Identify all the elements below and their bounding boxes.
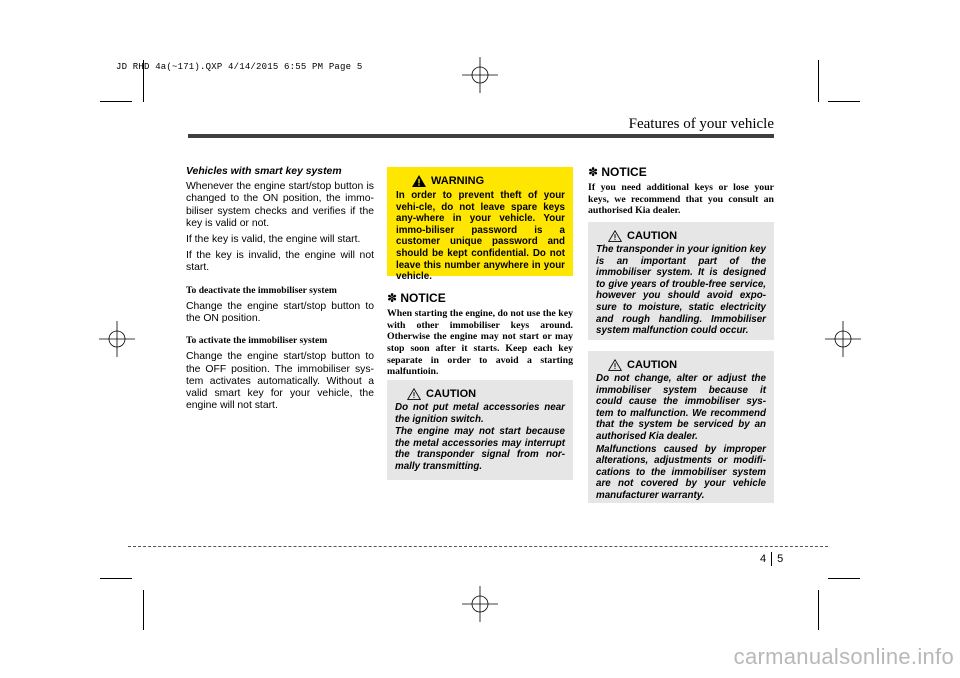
notice-title: ✽ NOTICE (387, 291, 446, 305)
middle-notice (387, 292, 573, 382)
header-rule (188, 134, 774, 138)
warning-title: WARNING (431, 175, 485, 187)
caution-box-ignition (387, 380, 573, 480)
paragraph: If the key is valid, the engine will start. (186, 234, 361, 246)
caution-heading (608, 230, 766, 242)
caution-triangle-icon (608, 359, 622, 371)
caution-title: CAUTION (426, 388, 477, 400)
caution-heading (608, 359, 766, 371)
paragraph: Whenever the engine start/stop button is changed to the ON position, the immo-biliser system checks and verifies if the key is valid or not. (186, 181, 374, 229)
notice-title: ✽ NOTICE (588, 165, 647, 179)
caution-line: Do not change, alter or adjust the immobiliser system because it could cause the immobiliser sys-tem to malfunction. We recommend that the system be serviced by an authorised Kia dealer. (596, 373, 766, 442)
left-column (186, 166, 374, 416)
notice-text: When starting the engine, do not use the key with other immobiliser keys around. Otherwise the engine may not start or may stop soon after it starts. Keep each key separate in order to avoid a starting malfuntioin. (387, 308, 573, 378)
footer-rule (128, 546, 828, 547)
chapter-number: 4 (760, 552, 767, 565)
caution-heading (407, 388, 565, 400)
warning-text: In order to prevent theft of your vehi-cle, do not leave spare keys any-where in your vehicle. Your immo-biliser password is a customer unique password and should be kept confidential. Do not leave this number anywhere in your vehicle. (396, 190, 565, 283)
page-number-value: 5 (777, 552, 784, 565)
deactivate-heading: To deactivate the immobiliser system (186, 284, 337, 296)
activate-text: Change the engine start/stop button to the OFF position. The immobiliser sys-tem activates automatically. Without a valid smart key for your vehicle, the engine will not start. (186, 351, 374, 412)
caution-line: The engine may not start because the metal accessories may interrupt the transponder signal from nor-mally transmitting. (395, 426, 565, 472)
right-notice (588, 166, 774, 221)
warning-triangle-icon (412, 175, 426, 187)
caution-line: The transponder in your ignition key is an important part of the immobiliser system. It is designed to give years of trouble-free service, however you should avoid expo-sure to moisture, static electricity and rough handling. Immobiliser system malfunction could occur. (596, 244, 766, 337)
print-slug: JD RHD 4a(~171).QXP 4/14/2015 6:55 PM Page 5 (116, 62, 363, 72)
page-header-title: Features of your vehicle (628, 116, 774, 132)
activate-heading: To activate the immobiliser system (186, 335, 328, 347)
caution-title: CAUTION (627, 230, 678, 242)
caution-triangle-icon (608, 230, 622, 242)
notice-text: If you need additional keys or lose your keys, we recommend that you consult an authorised Kia dealer. (588, 182, 774, 217)
warning-box (387, 167, 573, 283)
caution-box-modification (588, 351, 774, 503)
deactivate-text: Change the engine start/stop button to the ON position. (186, 300, 374, 325)
warning-heading (412, 175, 565, 187)
watermark: carmanualsonline.info (733, 644, 954, 669)
section-subtitle: Vehicles with smart key system (186, 166, 342, 177)
paragraph: If the key is invalid, the engine will not start. (186, 250, 374, 274)
caution-triangle-icon (407, 388, 421, 400)
caution-line: Malfunctions caused by improper alterations, adjustments or modifi-cations to the immobiliser system are not covered by your vehicle manufacturer warranty. (596, 443, 766, 501)
caution-line: Do not put metal accessories near the ignition switch. (395, 402, 565, 425)
page-number (760, 552, 783, 566)
caution-box-transponder (588, 222, 774, 340)
caution-title: CAUTION (627, 359, 678, 371)
